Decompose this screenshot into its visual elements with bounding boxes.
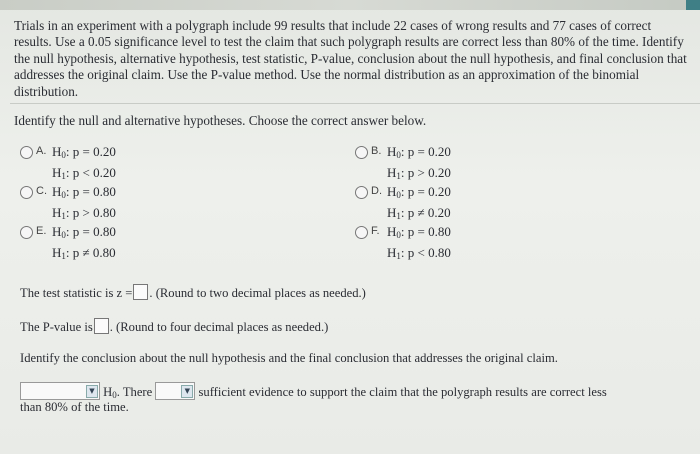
radio-button[interactable] <box>355 146 368 159</box>
option-d[interactable] <box>355 183 451 225</box>
alt-hypothesis: $H_1$: p < 0.80 <box>387 245 451 261</box>
option-letter: C. <box>36 185 47 197</box>
null-hypothesis: $H_0$: p = 0.80 <box>52 224 116 240</box>
pvalue-hint: . (Round to four decimal places as needed.) <box>109 320 329 334</box>
question-text: Trials in an experiment with a polygraph include 99 results that include 22 cases of wrong results and 77 cases of correct results. Use a 0.05 significance level to test the claim that such polygraph results are correct less than 80% of the time. Identify the null hypothesis, alternative hypothesis, test statistic, P-value, conclusion about the null hypothesis, and final conclusion that addresses the original claim. Use the P-value method. Use the normal distribution as an approximation of the binomial distribution. <box>14 18 687 99</box>
test-statistic-label: The test statistic is z = <box>20 286 133 300</box>
option-letter: A. <box>36 145 47 157</box>
conclusion-row <box>20 382 607 400</box>
divider <box>10 103 700 104</box>
pvalue-row <box>20 318 328 335</box>
option-c[interactable] <box>20 183 116 225</box>
option-hypotheses <box>387 223 451 265</box>
radio-button[interactable] <box>20 186 33 199</box>
option-hypotheses <box>387 183 451 225</box>
radio-button[interactable] <box>355 226 368 239</box>
option-letter: D. <box>371 185 382 197</box>
option-letter: F. <box>371 225 380 237</box>
option-hypotheses <box>387 143 451 185</box>
corner-button[interactable] <box>686 0 700 10</box>
option-hypotheses <box>52 143 116 185</box>
z-input[interactable] <box>133 284 148 300</box>
radio-button[interactable] <box>20 146 33 159</box>
top-bar <box>0 0 700 10</box>
pvalue-label: The P-value is <box>20 320 93 334</box>
alt-hypothesis: $H_1$: p > 0.80 <box>52 205 116 221</box>
radio-button[interactable] <box>20 226 33 239</box>
alt-hypothesis: $H_1$: p ≠ 0.20 <box>387 205 451 221</box>
is-dropdown[interactable] <box>155 382 195 400</box>
h0-sub: 0 <box>112 390 117 400</box>
h0-label: H <box>103 385 113 399</box>
conclusion-text: sufficient evidence to support the claim that the polygraph results are correct less <box>198 385 607 399</box>
chevron-down-icon: ▼ <box>181 385 193 398</box>
option-e[interactable] <box>20 223 116 265</box>
option-hypotheses <box>52 183 116 225</box>
test-statistic-row <box>20 284 366 301</box>
alt-hypothesis: $H_1$: p ≠ 0.80 <box>52 245 116 261</box>
option-letter: B. <box>371 145 382 157</box>
radio-button[interactable] <box>355 186 368 199</box>
hypotheses-prompt: Identify the null and alternative hypotheses. Choose the correct answer below. <box>14 113 427 128</box>
option-hypotheses <box>52 223 116 265</box>
option-b[interactable] <box>355 143 451 185</box>
conclusion-line2: than 80% of the time. <box>20 400 129 414</box>
conclusion-prompt: Identify the conclusion about the null hypothesis and the final conclusion that addresses the original claim. <box>20 351 558 365</box>
null-hypothesis: $H_0$: p = 0.20 <box>52 144 116 160</box>
option-f[interactable] <box>355 223 451 265</box>
chevron-down-icon: ▼ <box>86 385 98 398</box>
null-hypothesis: $H_0$: p = 0.80 <box>387 224 451 240</box>
option-letter: E. <box>36 225 47 237</box>
pvalue-input[interactable] <box>94 318 109 334</box>
alt-hypothesis: $H_1$: p < 0.20 <box>52 165 116 181</box>
alt-hypothesis: $H_1$: p > 0.20 <box>387 165 451 181</box>
there-text: . There <box>116 385 153 399</box>
option-a[interactable] <box>20 143 116 185</box>
reject-dropdown[interactable] <box>20 382 100 400</box>
null-hypothesis: $H_0$: p = 0.80 <box>52 184 116 200</box>
test-statistic-hint: . (Round to two decimal places as needed.) <box>149 286 366 300</box>
null-hypothesis: $H_0$: p = 0.20 <box>387 184 451 200</box>
null-hypothesis: $H_0$: p = 0.20 <box>387 144 451 160</box>
